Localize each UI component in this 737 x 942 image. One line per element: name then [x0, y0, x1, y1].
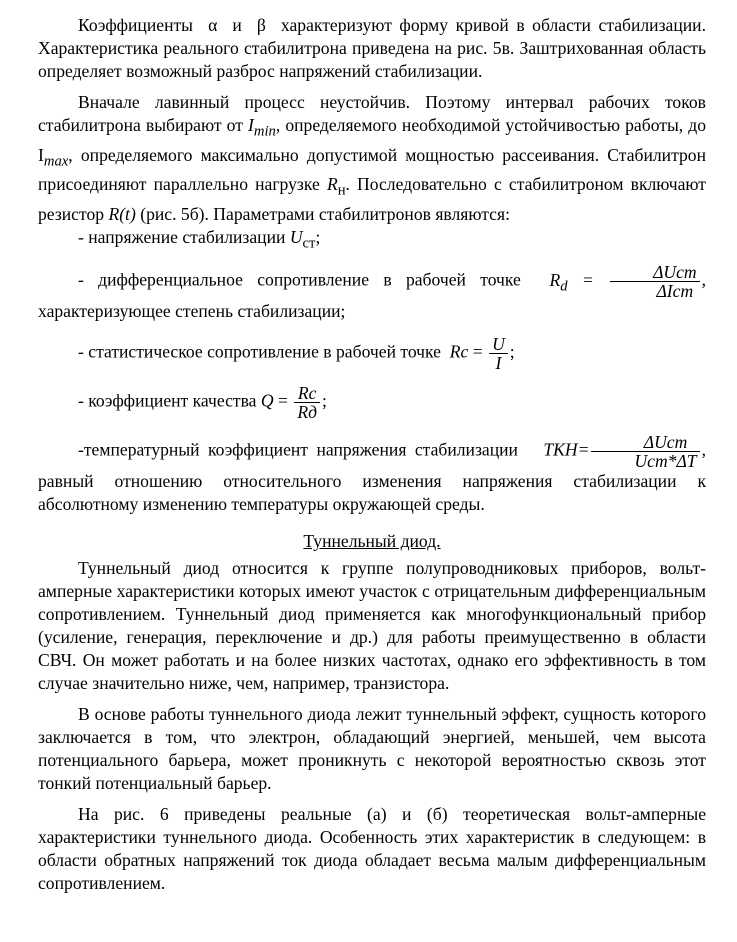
- paragraph-coefficients: [38, 14, 706, 83]
- fraction-q: $\frac{Rc}{Rд}$: [294, 384, 320, 421]
- i-max-subscript: max: [43, 153, 69, 170]
- q-symbol: Q: [260, 390, 274, 411]
- document-page: [38, 14, 706, 895]
- alpha-symbol: α: [208, 15, 218, 35]
- rc-symbol: Rc: [449, 341, 469, 362]
- paragraph-tunnel-diode: Туннельный диод относится к группе полупроводниковых приборов, вольт-амперные характеристики которых имеют участок с отрицательным дифференциальным сопротивлением. Туннельный диод применяется как многофункциональный прибор (усиление, генерация, переключение и др.) для работы преимущественно в области СВЧ. Он может работать и на более низких частотах, однако его эффективность в том случае значительно ниже, чем, например, транзистора.: [38, 558, 706, 694]
- text: , определяемого максимально допустимой мощностью рассеивания. Стабилитрон присоединяют параллельно нагрузке: [38, 144, 706, 195]
- text: Коэффициенты: [78, 15, 193, 35]
- section-heading: Туннельный диод.: [303, 531, 441, 552]
- r-t-symbol: R(t): [108, 203, 136, 224]
- text: . Последовательно с стабилитроном включают резистор: [38, 174, 706, 224]
- fraction-tkh: $\frac{\text{ΔUст}}{\text{Uст*ΔT}}$: [591, 433, 699, 470]
- paragraph-tunnel-effect: В основе работы туннельного диода лежит туннельный эффект, сущность которого заключается в том, что электрон, обладающий энергией, меньшей, чем высота потенциального барьера, может проникнуть с некоторой вероятностью сквозь этот тонкий потенциальный барьер.: [38, 704, 706, 794]
- text: , определяемого необходимой устойчивостью работы, до I: [38, 115, 706, 165]
- i-min-symbol: $I_{min}$: [248, 115, 276, 140]
- list-item-voltage: - напряжение стабилизации $U_{ст}$;: [78, 226, 321, 252]
- fraction-rd: $\frac{\text{ΔUст}}{\text{ΔIст}}$: [610, 263, 700, 300]
- text: Вначале лавинный процесс неустойчив. Поэтому интервал рабочих токов стабилитрона выбирают от: [38, 92, 706, 135]
- list-item-quality: - коэффициент качества Q = $\frac{Rc}{Rд}$ ;: [78, 383, 327, 423]
- text: и: [232, 15, 242, 35]
- tkh-symbol: TKH=: [543, 439, 590, 460]
- r-load-symbol: $R_н$: [326, 174, 346, 199]
- fraction-rc: $\frac{U}{I}$: [489, 335, 508, 372]
- text: (рис. 5б). Параметрами стабилитронов являются:: [140, 203, 510, 224]
- rd-formula: $R_d$ =: [549, 269, 594, 295]
- paragraph-avalanche: [38, 91, 706, 226]
- list-item-static-resistance: - статистическое сопротивление в рабочей точке Rc = $\frac{U}{I}$ ;: [78, 334, 515, 374]
- text: характеризуют форму кривой в области стабилизации. Характеристика реального стабилитрона приведена на рис. 5в. Заштрихованная область определяет возможный разброс напряжений стабилизации.: [38, 15, 707, 81]
- list-item-differential-resistance: - дифференциальное сопротивление в рабочей точке $R_d$ = $\frac{\text{ΔUст}}{\text{ΔIст}}$ , характеризующее степень стабилизации;: [38, 262, 707, 322]
- beta-symbol: β: [256, 15, 266, 35]
- paragraph-characteristics: На рис. 6 приведены реальные (а) и (б) теоретическая вольт-амперные характеристики туннельного диода. Особенность этих характеристик в следующем: в области обратных напряжений ток диода обладает весьма малым дифференциальным сопротивлением.: [38, 804, 706, 894]
- list-item-temperature-coefficient: -температурный коэффициент напряжения стабилизации TKH= $\frac{\text{ΔUст}}{\text{Uст*ΔT}}$ , равный отношению относительного изменения напряжения стабилизации к абсолютному изменению температуры окружающей среды.: [38, 432, 706, 515]
- u-symbol: U: [289, 226, 303, 247]
